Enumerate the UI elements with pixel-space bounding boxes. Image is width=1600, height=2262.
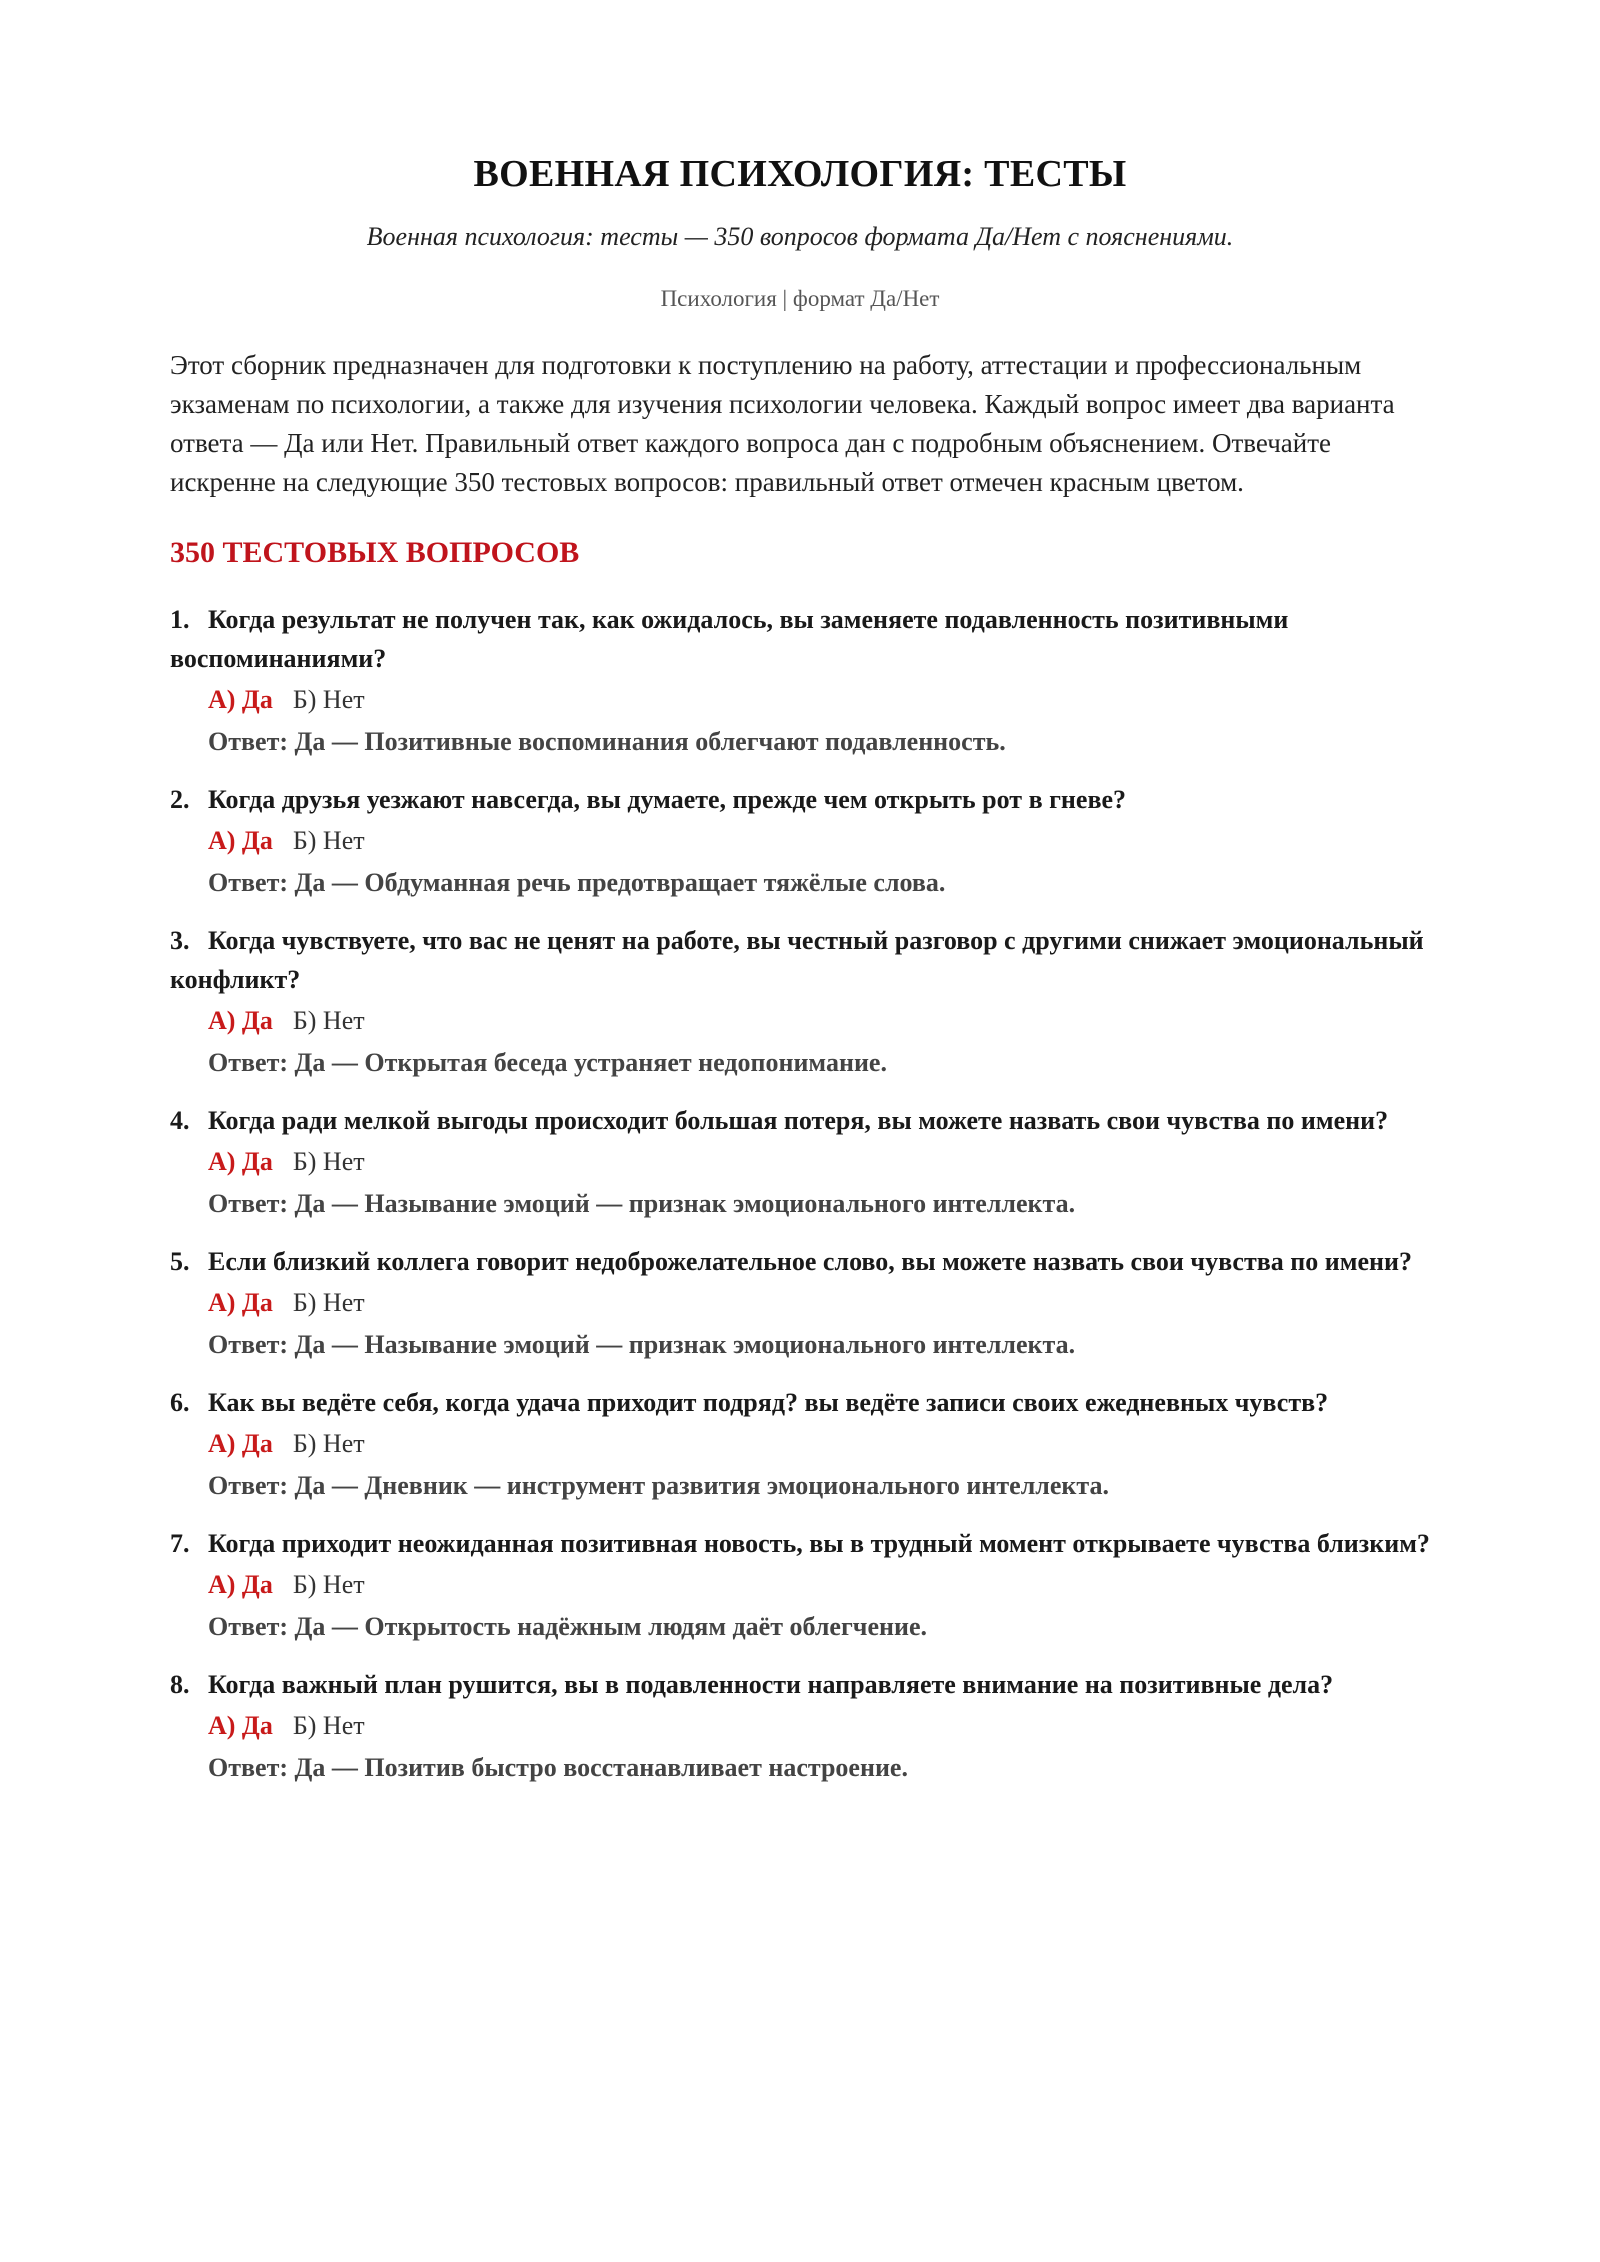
- answer-options: [208, 1142, 1430, 1182]
- answer-options: [208, 1001, 1430, 1041]
- answer-options: [208, 1283, 1430, 1323]
- question-item: [170, 780, 1430, 903]
- question-number: 7.: [170, 1529, 190, 1558]
- answer-options: [208, 1706, 1430, 1746]
- option-a: А) Да: [208, 1429, 273, 1458]
- question-body: Когда результат не получен так, как ожидалось, вы заменяете подавленность позитивными воспоминаниями?: [170, 605, 1289, 673]
- option-b: Б) Нет: [292, 1429, 365, 1458]
- answer-explanation: Ответ: Да — Дневник — инструмент развития эмоционального интеллекта.: [208, 1471, 1109, 1500]
- option-b: Б) Нет: [292, 1006, 365, 1035]
- question-item: [170, 1101, 1430, 1224]
- question-body: Когда приходит неожиданная позитивная новость, вы в трудный момент открываете чувства близким?: [208, 1529, 1430, 1558]
- question-body: Когда друзья уезжают навсегда, вы думаете, прежде чем открыть рот в гневе?: [208, 785, 1127, 814]
- question-text: [170, 600, 1430, 678]
- option-a: А) Да: [208, 826, 273, 855]
- question-body: Как вы ведёте себя, когда удача приходит подряд? вы ведёте записи своих ежедневных чувств?: [208, 1388, 1329, 1417]
- option-a: А) Да: [208, 1288, 273, 1317]
- question-number: 2.: [170, 785, 190, 814]
- question-text: [170, 780, 1430, 819]
- question-text: [170, 921, 1430, 999]
- question-text: [170, 1665, 1430, 1704]
- page-meta: Психология | формат Да/Нет: [660, 286, 940, 311]
- question-body: Если близкий коллега говорит недоброжелательное слово, вы можете назвать свои чувства по имени?: [208, 1247, 1412, 1276]
- question-number: 4.: [170, 1106, 190, 1135]
- question-text: [170, 1524, 1430, 1563]
- question-body: Когда важный план рушится, вы в подавленности направляете внимание на позитивные дела?: [208, 1670, 1334, 1699]
- answer-options: [208, 1424, 1430, 1464]
- option-b: Б) Нет: [292, 1288, 365, 1317]
- page-subtitle: Военная психология: тесты — 350 вопросов формата Да/Нет с пояснениями.: [366, 222, 1234, 251]
- option-a: А) Да: [208, 685, 273, 714]
- question-item: [170, 921, 1430, 1083]
- question-item: [170, 1665, 1430, 1788]
- question-number: 8.: [170, 1670, 190, 1699]
- option-a: А) Да: [208, 1006, 273, 1035]
- answer-explanation: Ответ: Да — Называние эмоций — признак эмоционального интеллекта.: [208, 1189, 1076, 1218]
- question-list: [170, 600, 1430, 1788]
- answer-options: [208, 821, 1430, 861]
- answer-explanation: Ответ: Да — Позитив быстро восстанавливает настроение.: [208, 1753, 908, 1782]
- question-item: [170, 600, 1430, 762]
- question-body: Когда ради мелкой выгоды происходит большая потеря, вы можете назвать свои чувства по имени?: [208, 1106, 1389, 1135]
- option-b: Б) Нет: [292, 1570, 365, 1599]
- answer-explanation: Ответ: Да — Открытость надёжным людям даёт облегчение.: [208, 1612, 927, 1641]
- question-item: [170, 1242, 1430, 1365]
- option-b: Б) Нет: [292, 685, 365, 714]
- answer-explanation: Ответ: Да — Называние эмоций — признак эмоционального интеллекта.: [208, 1330, 1076, 1359]
- question-number: 3.: [170, 926, 190, 955]
- option-a: А) Да: [208, 1711, 273, 1740]
- answer-explanation: Ответ: Да — Позитивные воспоминания облегчают подавленность.: [208, 727, 1006, 756]
- option-a: А) Да: [208, 1147, 273, 1176]
- page-title: ВОЕННАЯ ПСИХОЛОГИЯ: ТЕСТЫ: [473, 153, 1127, 195]
- question-number: 6.: [170, 1388, 190, 1417]
- question-text: [170, 1242, 1430, 1281]
- answer-explanation: Ответ: Да — Обдуманная речь предотвращает тяжёлые слова.: [208, 868, 946, 897]
- option-b: Б) Нет: [292, 1147, 365, 1176]
- question-number: 1.: [170, 605, 190, 634]
- question-body: Когда чувствуете, что вас не ценят на работе, вы честный разговор с другими снижает эмоциональный конфликт?: [170, 926, 1424, 994]
- section-heading: 350 ТЕСТОВЫХ ВОПРОСОВ: [170, 536, 580, 569]
- question-text: [170, 1383, 1430, 1422]
- question-number: 5.: [170, 1247, 190, 1276]
- intro-paragraph: Этот сборник предназначен для подготовки к поступлению на работу, аттестации и профессиональным экзаменам по психологии, а также для изучения психологии человека. Каждый вопрос имеет два варианта ответа — Да или Нет. Правильный ответ каждого вопроса дан с подробным объяснением. Отвечайте искренне на следующие 350 тестовых вопросов: правильный ответ отмечен красным цветом.: [170, 350, 1395, 497]
- answer-explanation: Ответ: Да — Открытая беседа устраняет недопонимание.: [208, 1048, 887, 1077]
- question-item: [170, 1524, 1430, 1647]
- question-text: [170, 1101, 1430, 1140]
- answer-options: [208, 1565, 1430, 1605]
- option-b: Б) Нет: [292, 826, 365, 855]
- answer-options: [208, 680, 1430, 720]
- question-item: [170, 1383, 1430, 1506]
- option-b: Б) Нет: [292, 1711, 365, 1740]
- option-a: А) Да: [208, 1570, 273, 1599]
